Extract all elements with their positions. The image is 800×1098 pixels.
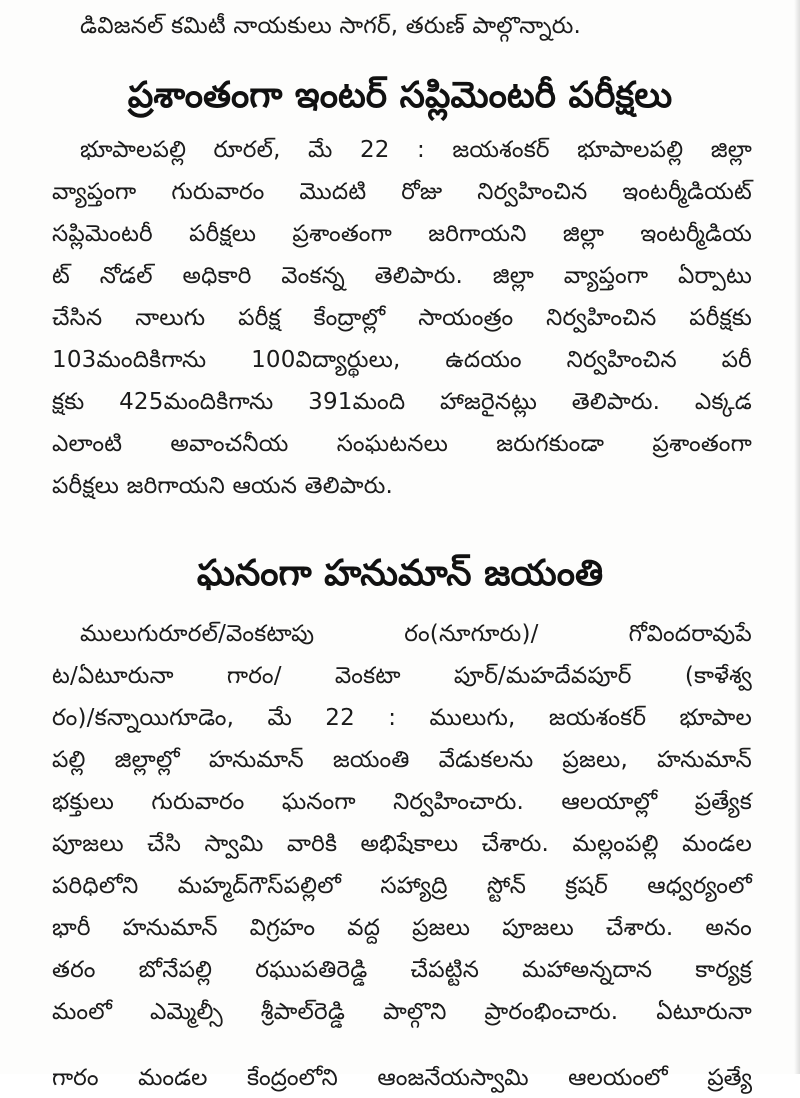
- story1-line: చేసిన నాలుగు పరీక్ష కేంద్రాల్లో సాయంత్రం నిర్వహించిన పరీక్షకు: [52, 305, 752, 331]
- bottom-fragment: [52, 1058, 752, 1091]
- story2-line: ములుగురూరల్/వెంకటాపు రం(నూగూరు)/ గోవిందరావుపే: [80, 621, 752, 647]
- story2-line: పల్లి జిల్లాల్లో హనుమాన్ జయంతి వేడుకలను ప్రజలు, హనుమాన్: [52, 747, 752, 773]
- story2-headline: ఘనంగా హనుమాన్ జయంతి: [196, 553, 604, 594]
- story1-line: వ్యాప్తంగా గురువారం మొదటి రోజు నిర్వహించిన ఇంటర్మీడియట్: [52, 179, 752, 205]
- page-edge-shadow: [794, 0, 800, 1074]
- story2-line: మంలో ఎమ్మెల్సీ శ్రీపాల్‌రెడ్డి పాల్గొని ప్రారంభించారు. ఏటూరునా: [52, 999, 752, 1025]
- story1-line: క్షకు 425మందికిగాను 391మంది హాజరైనట్లు తెలిపారు. ఎక్కడ: [52, 389, 752, 415]
- story2-line: భక్తులు గురువారం ఘనంగా నిర్వహించారు. ఆలయాల్లో ప్రత్యేక: [52, 789, 752, 815]
- story2-line: పరిధిలోని మహ్మద్‌గౌస్‌పల్లిలో సహ్యాద్రి స్టోన్ క్రషర్ ఆధ్వర్యంలో: [52, 873, 752, 899]
- story2-line: రం)/కన్నాయిగూడెం, మే 22 : ములుగు, జయశంకర్ భూపాల: [52, 705, 752, 731]
- story1-line: 103మందికిగాను 100విద్యార్థులు, ఉదయం నిర్వహించిన పరీ: [52, 347, 752, 373]
- story1-line: సప్లిమెంటరీ పరీక్షలు ప్రశాంతంగా జరిగాయని జిల్లా ఇంటర్మీడియ: [52, 221, 752, 247]
- story1-line: పరీక్షలు జరిగాయని ఆయన తెలిపారు.: [52, 473, 394, 499]
- story1-headline: ప్రశాంతంగా ఇంటర్ సప్లిమెంటరీ పరీక్షలు: [127, 75, 673, 116]
- story1-line: ట్ నోడల్ అధికారి వెంకన్న తెలిపారు. జిల్లా వ్యాప్తంగా ఏర్పాటు: [52, 263, 752, 289]
- story1-line: ఎలాంటి అవాంచనీయ సంఘటనలు జరుగకుండా ప్రశాంతంగా: [52, 431, 752, 457]
- story2-line: పూజలు చేసి స్వామి వారికి అభిషేకాలు చేశారు. మల్లంపల్లి మండల: [52, 831, 752, 857]
- story2-line: తరం బోనేపల్లి రఘుపతిరెడ్డి చేపట్టిన మహాఅన్నదాన కార్యక్ర: [52, 957, 752, 983]
- story2-line: భారీ హనుమాన్ విగ్రహం వద్ద ప్రజలు పూజలు చేశారు. అనం: [52, 915, 752, 941]
- bottom-fragment-line: గారం మండల కేంద్రంలోని ఆంజనేయస్వామి ఆలయంలో ప్రత్యే: [52, 1065, 752, 1091]
- story1-line: భూపాలపల్లి రూరల్, మే 22 : జయశంకర్ భూపాలపల్లి జిల్లా: [80, 137, 752, 163]
- top-fragment-line: డివిజనల్ కమిటీ నాయకులు సాగర్, తరుణ్ పాల్గొన్నారు.: [80, 13, 582, 39]
- story2-line: ట/ఏటూరునా గారం/ వెంకటా పూర్/మహదేవపూర్ (కాళేశ్వ: [52, 663, 752, 689]
